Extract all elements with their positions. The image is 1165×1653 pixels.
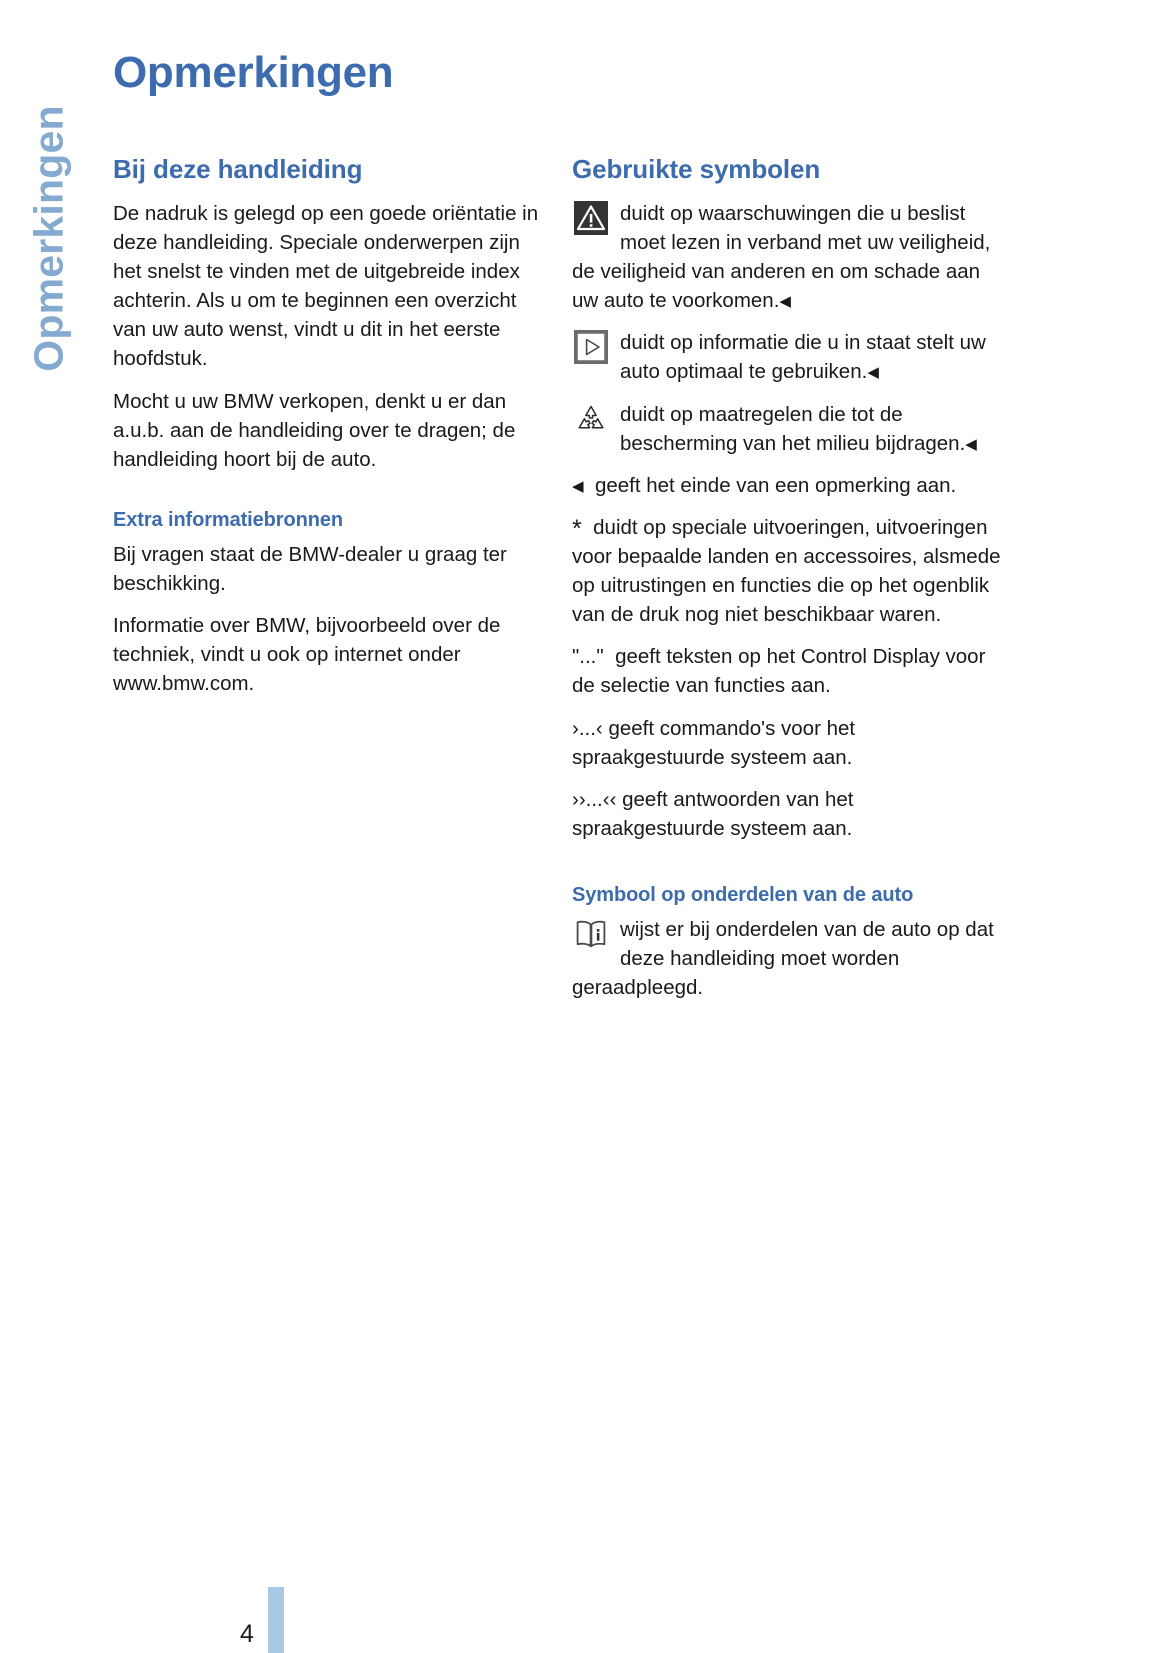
end-of-note-marker: ◀ [572, 477, 584, 495]
symbol-text: wijst er bij onderdelen van de auto op dat deze handleiding moet worden geraadpleegd. [572, 917, 994, 1000]
page-title: Opmerkingen [113, 48, 394, 97]
double-quote-marker: "..." [572, 645, 604, 669]
mark-entry-voice-command [572, 714, 1004, 772]
paragraph: Mocht u uw BMW verkopen, denkt u er dan a.u.b. aan de handleiding over te dragen; de handleiding hoort bij de auto. [113, 389, 516, 471]
left-section-heading: Bij deze handleiding [113, 154, 363, 184]
single-guillemet-marker: ›...‹ [572, 716, 603, 740]
recycle-icon [574, 402, 608, 436]
end-of-note-marker: ◀ [867, 364, 879, 382]
info-play-icon [574, 330, 608, 364]
symbol-entry-info [572, 328, 1004, 386]
left-column [113, 155, 545, 698]
end-of-note-marker: ◀ [779, 293, 791, 311]
mark-entry-end-of-note [572, 471, 1004, 500]
right-section-heading: Gebruikte symbolen [572, 154, 821, 184]
mark-text: geeft teksten op het Control Display voor de selectie van functies aan. [572, 645, 986, 698]
symbol-entry-recycle [572, 400, 1004, 458]
right-subsection-heading: Symbool op onderdelen van de auto [572, 883, 914, 906]
symbol-text: duidt op maatregelen die tot de bescherming van het milieu bijdragen. [620, 402, 966, 455]
mark-entry-voice-answer [572, 785, 1004, 843]
chapter-tab [0, 40, 90, 460]
page-footer [240, 1587, 284, 1653]
symbol-entry-manual-reference [572, 915, 1004, 1002]
symbol-text: duidt op informatie die u in staat stelt uw auto optimaal te gebruiken. [620, 331, 986, 384]
paragraph: De nadruk is gelegd op een goede oriëntatie in deze handleiding. Speciale onderwerpen zijn het snelst te vinden met de uitgebreide index achterin. Als u om te beginnen een overzicht van uw auto wenst, vindt u dit in het eerste hoofdstuk. [113, 201, 539, 371]
mark-entry-asterisk: * duidt op speciale uitvoeringen, uitvoeringen voor bepaalde landen en accessoires, alsmede op uitrustingen en functies die op het ogenblik van de druk nog niet beschikbaar waren. [572, 514, 1001, 627]
symbol-entry-warning [572, 199, 1004, 315]
mark-entry-quotes [572, 642, 1004, 700]
mark-text: geeft commando's voor het spraakgestuurde systeem aan. [572, 716, 856, 769]
mark-text: duidt op speciale uitvoeringen, uitvoeringen voor bepaalde landen en accessoires, alsmede op uitrustingen en functies die op het ogenblik van de druk nog niet beschikbaar waren. [572, 515, 1001, 627]
chapter-tab-label: Opmerkingen [25, 105, 72, 372]
manual-book-icon [574, 917, 608, 949]
paragraph: Informatie over BMW, bijvoorbeeld over de techniek, vindt u ook op internet onder www.bmw.com. [113, 614, 501, 696]
paragraph: Bij vragen staat de BMW-dealer u graag ter beschikking. [113, 542, 507, 595]
right-column [572, 155, 1004, 1015]
symbol-text: duidt op waarschuwingen die u beslist moet lezen in verband met uw veiligheid, de veiligheid van anderen en om schade aan uw auto te voorkomen. [572, 201, 991, 313]
double-guillemet-marker: ››...‹‹ [572, 787, 617, 811]
mark-text: geeft het einde van een opmerking aan. [594, 473, 957, 497]
page-number: 4 [240, 1620, 254, 1648]
left-subsection-heading: Extra informatiebronnen [113, 508, 343, 531]
mark-text: geeft antwoorden van het spraakgestuurde systeem aan. [572, 787, 854, 840]
footer-accent-bar [268, 1587, 284, 1653]
warning-triangle-icon [574, 201, 608, 235]
end-of-note-marker: ◀ [965, 435, 977, 453]
